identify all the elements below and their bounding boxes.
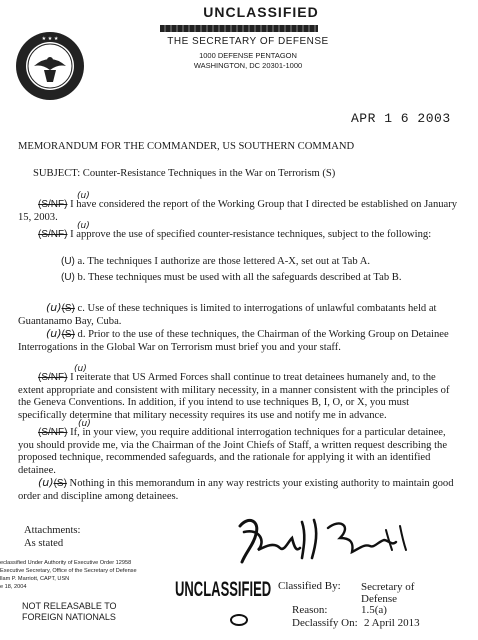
classification-mark: (U) [61,256,75,267]
struck-mark: (S) [61,329,75,340]
paragraph-4 [18,419,460,477]
handwritten-mark: (u) [77,221,90,231]
paragraph-3 [18,364,460,422]
handwritten-mark: (u) [46,327,62,340]
memo-recipient: MEMORANDUM FOR THE COMMANDER, US SOUTHERN COMMAND [18,141,355,152]
handwritten-mark: (u) [74,364,87,374]
paragraph-text: d. Prior to the use of these techniques, the Chairman of the Working Group on Detainee Interrogations in the Global War on Terrorism must brief you and your staff. [18,329,449,353]
declass-date: e 18, 2004 [0,584,27,590]
classified-by-label: Classified By: [278,580,341,592]
releasability-line-2: FOREIGN NATIONALS [22,612,116,622]
handwritten-mark: (u) [38,476,54,489]
declass-officer: llam P. Marriott, CAPT, USN [0,576,70,582]
declassification-block [0,559,140,591]
paragraph-a [18,256,460,269]
handwritten-mark: (u) [46,301,62,314]
classification-block [278,581,468,637]
struck-mark: (S) [61,303,75,314]
reason-value: 1.5(a) [361,604,387,616]
declassify-label: Declassify On: [292,617,358,629]
memo-subject: SUBJECT: Counter-Resistance Techniques in the War on Terrorism (S) [33,168,336,179]
handwritten-mark: (u) [78,419,91,429]
seal-icon [14,30,86,102]
struck-mark: (S/NF) [38,427,68,438]
paragraph-c [18,302,460,328]
classified-by-value: Secretary of Defense [361,581,415,605]
handwritten-mark: (u) [77,191,90,201]
signature-icon [236,512,416,568]
reason-label: Reason: [292,604,328,616]
paragraph-d [18,328,460,354]
paragraph-text: If, in your view, you require additional interrogation techniques for a particular detainee, you should provide me, via the Chairman of the Joint Chiefs of Staff, a written request describing the proposed technique, recommended safeguards, and the rationale for applying it with an identified detainee. [18,427,448,476]
stamp-mark [230,614,248,626]
classification-mark: (U) [61,272,75,283]
releasability-caveat [22,601,117,623]
paragraph-text: Nothing in this memorandum in any way restricts your existing authority to maintain good order and discipline among detainees. [18,478,454,502]
dod-seal [14,30,86,102]
attachments-label: Attachments: [24,525,81,536]
struck-mark: (S/NF) [38,229,68,240]
paragraph-text: I have considered the report of the Working Group that I directed be established on January 15, 2003. [18,199,458,223]
office-title: THE SECRETARY OF DEFENSE [167,36,329,47]
declass-authority: eclassified Under Authority of Executive Order 12958 [0,560,132,566]
date-stamp: APR 1 6 2003 [351,111,451,126]
releasability-line-1: NOT RELEASABLE TO [22,601,117,611]
struck-mark: (S/NF) [38,372,68,383]
signature [236,512,416,568]
classification-header: UNCLASSIFIED [203,4,319,20]
paragraph-5 [18,477,460,503]
svg-text:★ ★ ★: ★ ★ ★ [41,36,59,42]
address-line-1: 1000 DEFENSE PENTAGON [199,51,297,60]
redaction-strike [160,25,318,32]
struck-mark: (S) [53,478,67,489]
paragraph-text: a. The techniques I authorize are those lettered A-X, set out at Tab A. [74,256,370,267]
paragraph-text: b. These techniques must be used with all the safeguards described at Tab B. [74,272,402,283]
declass-executive: Executive Secretary, Office of the Secretary of Defense [0,568,137,574]
declassify-value: 2 April 2013 [364,617,420,629]
paragraph-text: I approve the use of specified counter-resistance techniques, subject to the following: [67,229,432,240]
classification-footer: UNCLASSIFIED [175,578,272,601]
paragraph-text: I reiterate that US Armed Forces shall continue to treat detainees humanely and, to the extent appropriate and consistent with military necessity, in a manner consistent with the principles of the Geneva Conventions. In addition, if you intend to use techniques B, I, O, or X, you must specifically determine that military necessity requires its use and notify me in advance. [18,372,450,421]
attachments-value: As stated [24,538,64,549]
paragraph-b [18,272,460,285]
paragraph-text: c. Use of these techniques is limited to interrogations of unlawful combatants held at Guantanamo Bay, Cuba. [18,303,437,327]
paragraph-2 [18,221,460,242]
struck-mark: (S/NF) [38,199,68,210]
address-line-2: WASHINGTON, DC 20301-1000 [193,61,303,70]
